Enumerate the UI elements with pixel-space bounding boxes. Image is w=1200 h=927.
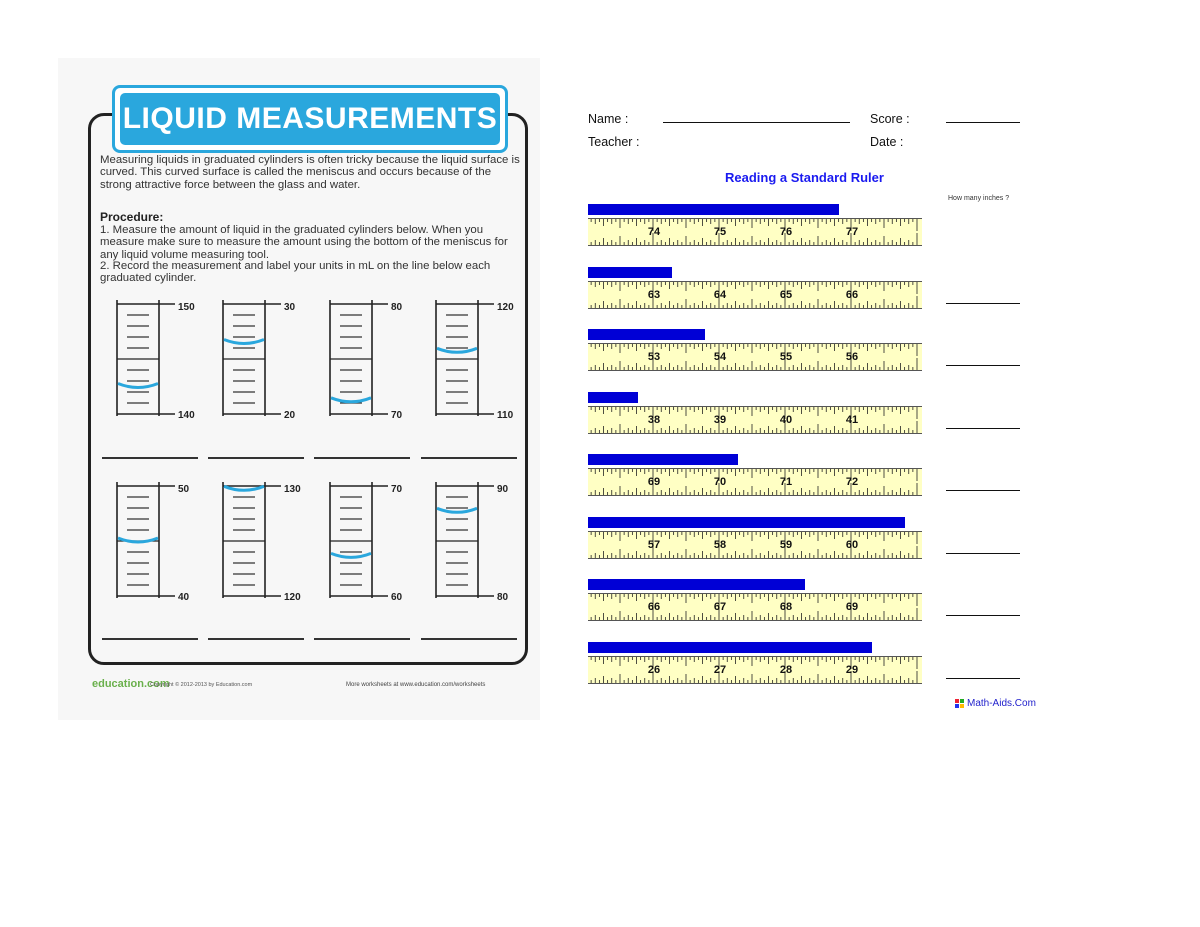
worksheet-title: LIQUID MEASUREMENTS: [122, 102, 498, 135]
ruler-label: 65: [779, 288, 793, 301]
cylinder-top-value: 120: [497, 302, 514, 313]
ruler-label: 38: [647, 413, 661, 426]
ruler-scale: [588, 593, 922, 621]
math-aids-logo-icon: [955, 699, 964, 708]
graduated-cylinder: [328, 482, 403, 607]
name-field[interactable]: [663, 122, 850, 123]
ruler-ticks: [588, 532, 922, 558]
answer-line[interactable]: [208, 638, 304, 640]
cylinder-top-value: 90: [497, 484, 509, 495]
ruler-label: 76: [779, 226, 793, 238]
cylinder-top-value: 50: [178, 484, 190, 495]
ruler-ticks: [588, 657, 922, 683]
meniscus: [224, 340, 264, 344]
cylinder-drawing: [328, 300, 388, 420]
ruler-label: 27: [713, 663, 727, 676]
ruler-scale: [588, 406, 922, 434]
cylinder-bottom-value: 40: [178, 592, 190, 603]
ruler-label: 54: [713, 351, 727, 363]
ruler-label: 28: [779, 663, 793, 676]
ruler-label: 74: [647, 226, 661, 238]
cylinder-top-value: 150: [178, 302, 195, 313]
ruler-label: 64: [713, 288, 727, 301]
cylinder-top-value: 70: [391, 484, 403, 495]
cylinder-drawing: [328, 482, 388, 602]
meniscus: [437, 348, 477, 352]
graduated-cylinder: [434, 482, 509, 607]
cylinder-drawing: [221, 482, 281, 602]
cylinder-bottom-value: 120: [284, 592, 301, 603]
graduated-cylinder: [221, 300, 296, 425]
measurement-bar: [588, 517, 905, 528]
ruler-answer-line[interactable]: [946, 428, 1020, 429]
measurement-bar: [588, 454, 738, 465]
ruler-scale: [588, 468, 922, 496]
answer-line[interactable]: [102, 457, 198, 459]
ruler-label: 68: [779, 601, 793, 613]
cylinder-bottom-value: 60: [391, 592, 403, 603]
graduated-cylinder: [328, 300, 403, 425]
ruler-scale: [588, 343, 922, 371]
ruler-answer-line[interactable]: [946, 678, 1020, 679]
ruler-ticks: [588, 594, 922, 620]
measurement-bar: [588, 329, 705, 340]
ruler-label: 66: [845, 288, 859, 301]
answer-line[interactable]: [421, 638, 517, 640]
ruler-scale: [588, 281, 922, 309]
ruler-label: 69: [647, 476, 661, 488]
name-label: Name :: [588, 112, 629, 126]
ruler-label: 53: [647, 351, 661, 363]
score-label: Score :: [870, 112, 910, 126]
ruler-label: 72: [845, 476, 859, 488]
procedure-step-1: 1. Measure the amount of liquid in the graduated cylinders below. When you measure make sure to measure the amount using the bottom of the meniscus for any liquid volume measuring tool.: [100, 224, 508, 261]
ruler-label: 41: [845, 413, 859, 426]
ruler-label: 55: [779, 351, 793, 363]
graduated-cylinder: [434, 300, 514, 425]
cylinder-drawing: [115, 482, 175, 602]
cylinder-drawing: [434, 482, 494, 602]
cylinder-bottom-value: 110: [497, 410, 514, 421]
ruler-label: 58: [713, 538, 727, 551]
cylinder-bottom-value: 70: [391, 410, 403, 421]
ruler-label: 39: [713, 413, 727, 426]
ruler-scale: [588, 656, 922, 684]
ruler-label: 56: [845, 351, 859, 363]
meniscus: [118, 384, 158, 388]
measurement-bar: [588, 579, 805, 590]
measurement-bar: [588, 204, 839, 215]
answer-line[interactable]: [421, 457, 517, 459]
cylinder-drawing: [221, 300, 281, 420]
ruler-label: 77: [845, 226, 859, 238]
ruler-label: 57: [647, 538, 661, 551]
date-label: Date :: [870, 135, 904, 149]
ruler-section-title: Reading a Standard Ruler: [725, 170, 884, 185]
measurement-bar: [588, 267, 672, 278]
title-banner: [112, 85, 508, 153]
cylinder-bottom-value: 140: [178, 410, 195, 421]
cylinder-top-value: 80: [391, 302, 403, 313]
intro-paragraph: Measuring liquids in graduated cylinders is often tricky because the liquid surface is curved. This curved surface is called the meniscus and occurs because of the strong attractive force between the glass and water.: [100, 154, 520, 191]
procedure-step-2: 2. Record the measurement and label your units in mL on the line below each graduated cylinder.: [100, 260, 491, 285]
ruler-answer-line[interactable]: [946, 490, 1020, 491]
graduated-cylinder: [221, 482, 301, 607]
ruler-label: 69: [845, 601, 859, 613]
graduated-cylinder: [115, 482, 190, 607]
cylinder-bottom-value: 80: [497, 592, 509, 603]
ruler-label: 29: [845, 663, 859, 676]
ruler-ticks: [588, 344, 922, 370]
answer-line[interactable]: [208, 457, 304, 459]
meniscus: [224, 486, 264, 490]
copyright-text: Copyright © 2012-2013 by Education.com: [150, 682, 253, 688]
teacher-label: Teacher :: [588, 135, 640, 149]
meniscus: [331, 398, 371, 402]
answer-line[interactable]: [314, 457, 410, 459]
math-aids-brand[interactable]: [955, 698, 1036, 709]
measurement-bar: [588, 392, 638, 403]
ruler-label: 66: [647, 601, 661, 613]
cylinder-drawing: [115, 300, 175, 420]
cylinder-bottom-value: 20: [284, 410, 296, 421]
ruler-label: 70: [713, 476, 727, 488]
ruler-answer-line[interactable]: [946, 615, 1020, 616]
graduated-cylinder: [115, 300, 195, 425]
ruler-answer-line[interactable]: [946, 303, 1020, 304]
measurement-bar: [588, 642, 872, 653]
ruler-label: 71: [779, 476, 793, 488]
ruler-ticks: [588, 469, 922, 495]
ruler-ticks: [588, 219, 922, 245]
ruler-ticks: [588, 282, 922, 308]
ruler-answer-line[interactable]: [946, 365, 1020, 366]
cylinder-top-value: 30: [284, 302, 296, 313]
education-logo[interactable]: education.com: [92, 678, 170, 690]
ruler-answer-line[interactable]: [946, 553, 1020, 554]
ruler-label: 40: [779, 413, 793, 426]
ruler-label: 26: [647, 663, 661, 676]
ruler-scale: [588, 531, 922, 559]
ruler-label: 59: [779, 538, 793, 551]
ruler-label: 75: [713, 226, 727, 238]
procedure-heading: Procedure:: [100, 210, 164, 224]
ruler-label: 63: [647, 288, 661, 301]
more-worksheets-link[interactable]: More worksheets at www.education.com/worksheets: [346, 682, 486, 688]
ruler-ticks: [588, 407, 922, 433]
meniscus: [437, 508, 477, 512]
cylinder-drawing: [434, 300, 494, 420]
cylinder-top-value: 130: [284, 484, 301, 495]
answer-line[interactable]: [314, 638, 410, 640]
ruler-label: 67: [713, 601, 727, 613]
ruler-scale: [588, 218, 922, 246]
answer-line[interactable]: [102, 638, 198, 640]
meniscus: [331, 553, 371, 557]
question-text: How many inches ?: [948, 195, 1010, 202]
score-field[interactable]: [946, 122, 1020, 123]
ruler-label: 60: [845, 538, 859, 551]
meniscus: [118, 538, 158, 542]
math-aids-label: Math-Aids.Com: [967, 698, 1036, 709]
